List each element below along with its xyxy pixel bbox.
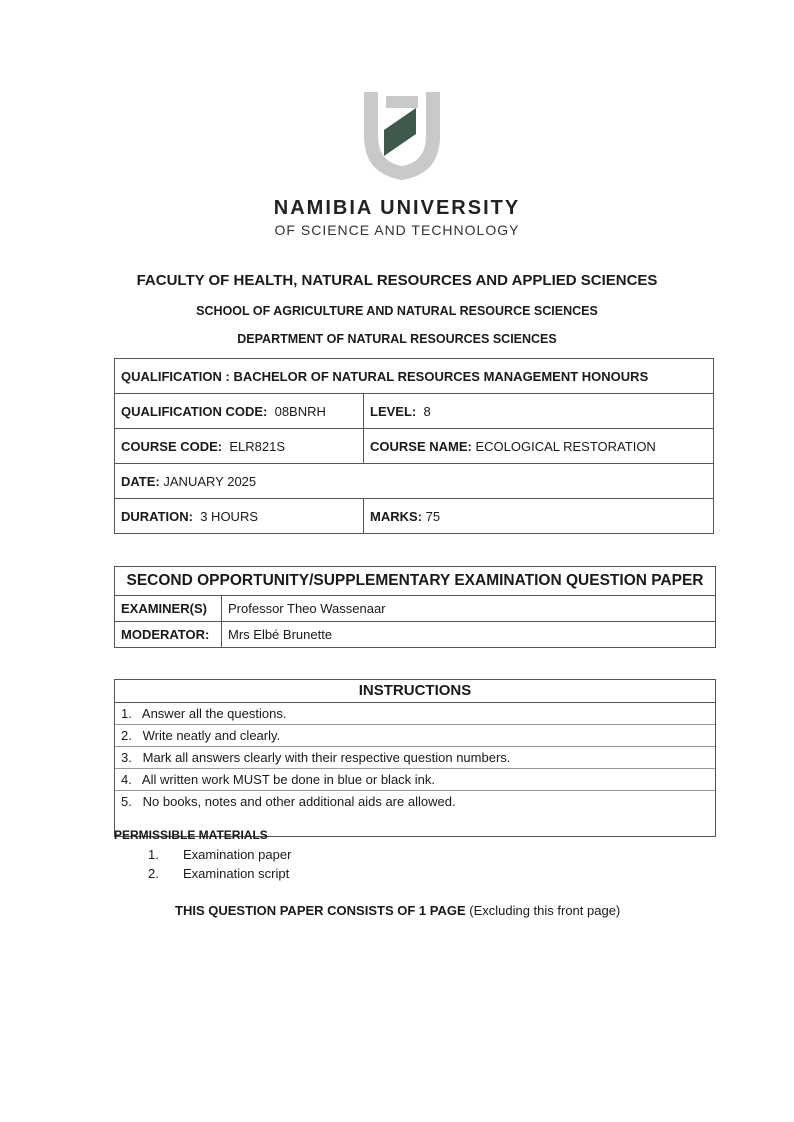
course-code-cell: COURSE CODE: ELR821S	[115, 429, 364, 464]
page-count-note: THIS QUESTION PAPER CONSISTS OF 1 PAGE (Excluding this front page)	[175, 903, 621, 918]
course-name-cell: COURSE NAME: ECOLOGICAL RESTORATION	[364, 429, 714, 464]
examiner-label: EXAMINER(S)	[115, 596, 222, 622]
department-title: DEPARTMENT OF NATURAL RESOURCES SCIENCES	[237, 332, 557, 346]
instruction-item: 3. Mark all answers clearly with their respective question numbers.	[115, 747, 715, 769]
marks-cell: MARKS: 75	[364, 499, 714, 534]
moderator-label: MODERATOR:	[115, 622, 222, 648]
examiner-name: Professor Theo Wassenaar	[222, 596, 716, 622]
university-subtitle: OF SCIENCE AND TECHNOLOGY	[274, 222, 520, 238]
exam-front-page: NAMIBIA UNIVERSITY OF SCIENCE AND TECHNOLOGY FACULTY OF HEALTH, NATURAL RESOURCES AND APPLIED SCIENCES SCHOOL OF AGRICULTURE AND NATURAL RESOURCE SCIENCES DEPARTMENT OF NATURAL RESOURCES SCIENCES QUALIFICATION : BACHELOR OF NATURAL RESOURCES MANAGEMENT HONOURS QUALIFICATION CODE: 08BNRH LEVEL: 8 COURSE CODE: ELR821S COURSE NAME: ECOLOGICAL RESTORATION DATE: JANUARY 2025 DURATION: 3 HOURS MARKS: 75 SECOND OPPORTUNITY/SUPPLEMENTARY EXAMINATION QUESTION PAPER EXAMINER(S) Professor Theo Wassenaar MODERATOR: Mrs Elbé Brunette INSTRUCTIONS 1. Answer all the questions. 2. Write neatly and clearly. 3. Mark all answers clearly with their respective question numbers. 4. All written work MUST be done in blue or black ink. 5. No books, notes and other additional aids are allowed. PERMISSIBLE MATERIALS 1. Examination paper 2. Examination script THIS QUESTION PAPER CONSISTS OF 1 PAGE (Excluding this front page)	[0, 0, 794, 1122]
course-details-table	[114, 358, 714, 534]
exam-title: SECOND OPPORTUNITY/SUPPLEMENTARY EXAMINATION QUESTION PAPER	[115, 567, 716, 596]
instruction-item: 4. All written work MUST be done in blue or black ink.	[115, 769, 715, 791]
qualification-code-cell: QUALIFICATION CODE: 08BNRH	[115, 394, 364, 429]
instructions-title: INSTRUCTIONS	[115, 680, 715, 703]
permissible-materials-title: PERMISSIBLE MATERIALS	[114, 828, 268, 842]
qualification-cell: QUALIFICATION : BACHELOR OF NATURAL RESOURCES MANAGEMENT HONOURS	[115, 359, 714, 394]
instruction-item: 5. No books, notes and other additional aids are allowed.	[121, 794, 456, 809]
school-title: SCHOOL OF AGRICULTURE AND NATURAL RESOURCE SCIENCES	[196, 304, 598, 318]
exam-info-table	[114, 566, 716, 648]
instruction-item: 2. Write neatly and clearly.	[115, 725, 715, 747]
faculty-title: FACULTY OF HEALTH, NATURAL RESOURCES AND APPLIED SCIENCES	[136, 272, 658, 289]
university-logo	[358, 86, 446, 182]
date-cell: DATE: JANUARY 2025	[115, 464, 714, 499]
moderator-name: Mrs Elbé Brunette	[222, 622, 716, 648]
university-name: NAMIBIA UNIVERSITY	[273, 197, 521, 219]
instructions-box	[114, 679, 716, 837]
duration-cell: DURATION: 3 HOURS	[115, 499, 364, 534]
instruction-item: 1. Answer all the questions.	[115, 703, 715, 725]
level-cell: LEVEL: 8	[364, 394, 714, 429]
